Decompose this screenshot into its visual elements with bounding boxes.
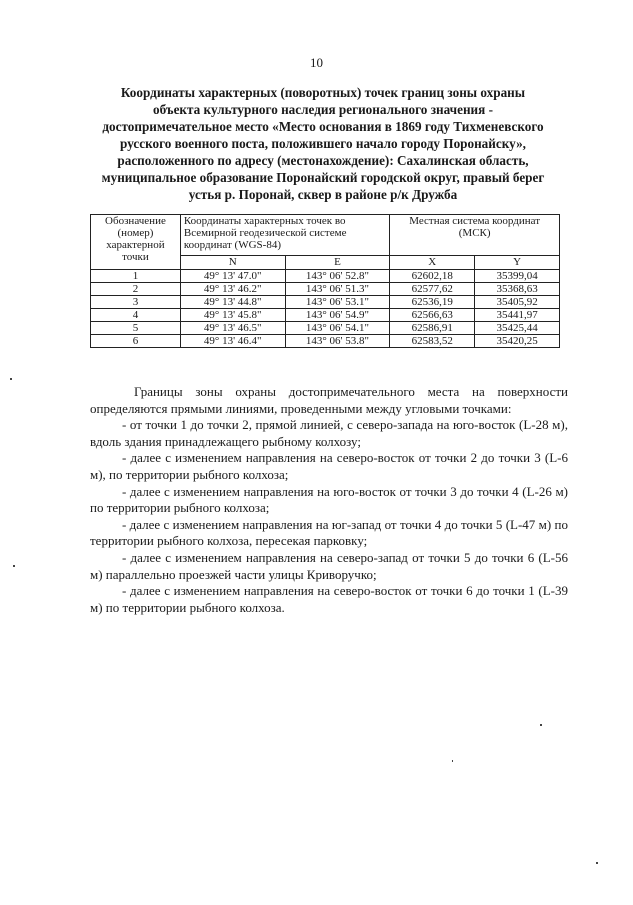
scan-speck — [10, 378, 12, 380]
page-number: 10 — [310, 55, 323, 70]
scan-speck — [596, 862, 598, 864]
subheader-n: N — [180, 255, 285, 269]
cell-point: 3 — [91, 296, 181, 309]
document-title — [96, 84, 550, 203]
boundary-item: - далее с изменением направления на юго-восток от точки 3 до точки 4 (L-26 м) по территории рыбного колхоза; — [90, 483, 568, 516]
coordinates-table — [90, 214, 560, 348]
cell-x: 62577,62 — [390, 283, 475, 296]
cell-point: 5 — [91, 322, 181, 335]
cell-e: 143° 06' 53.1" — [285, 296, 390, 309]
cell-n: 49° 13' 45.8" — [180, 309, 285, 322]
cell-y: 35368,63 — [475, 283, 560, 296]
cell-y: 35425,44 — [475, 322, 560, 335]
table-row — [91, 309, 560, 322]
boundary-description — [90, 384, 568, 616]
boundary-item: - далее с изменением направления на юг-запад от точки 4 до точки 5 (L-47 м) по территории рыбного колхоза, пересекая парковку; — [90, 516, 568, 549]
table-row — [91, 322, 560, 335]
boundary-item: - далее с изменением направления на северо-запад от точки 5 до точки 6 (L-56 м) параллельно проезжей части улицы Криворучко; — [90, 549, 568, 582]
table-row — [91, 335, 560, 348]
cell-y: 35405,92 — [475, 296, 560, 309]
cell-point: 6 — [91, 335, 181, 348]
header-msk: Местная система координат (МСК) — [390, 215, 560, 256]
cell-x: 62586,91 — [390, 322, 475, 335]
cell-x: 62566,63 — [390, 309, 475, 322]
scan-speck — [13, 565, 15, 567]
intro-paragraph: Границы зоны охраны достопримечательного места на поверхности определяются прямыми линиями, проведенными между угловыми точками: — [90, 384, 568, 416]
table-row — [91, 270, 560, 283]
header-wgs: Координаты характерных точек во Всемирной геодезической системе координат (WGS-84) — [180, 215, 389, 256]
boundary-item: - далее с изменением направления на северо-восток от точки 6 до точки 1 (L-39 м) по территории рыбного колхоза. — [90, 583, 568, 615]
title-line: устья р. Поронай, сквер в районе р/к Дружба — [188, 187, 458, 202]
cell-n: 49° 13' 47.0" — [180, 270, 285, 283]
subheader-y: Y — [475, 255, 560, 269]
cell-point: 4 — [91, 309, 181, 322]
cell-e: 143° 06' 54.9" — [285, 309, 390, 322]
cell-n: 49° 13' 46.5" — [180, 322, 285, 335]
cell-e: 143° 06' 52.8" — [285, 270, 390, 283]
title-line: русского военного поста, положившего начало городу Поронайску», — [120, 136, 526, 151]
title-line: объекта культурного наследия регионального значения - — [153, 102, 493, 117]
title-line: муниципальное образование Поронайский городской округ, правый берег — [101, 170, 545, 185]
boundary-item: - далее с изменением направления на северо-восток от точки 2 до точки 3 (L-6 м), по территории рыбного колхоза; — [90, 450, 568, 482]
subheader-e: E — [285, 255, 390, 269]
cell-x: 62583,52 — [390, 335, 475, 348]
title-line: расположенного по адресу (местонахождение): Сахалинская область, — [117, 153, 529, 168]
title-line: достопримечательное место «Место основания в 1869 году Тихменевского — [102, 119, 544, 134]
cell-n: 49° 13' 44.8" — [180, 296, 285, 309]
cell-x: 62602,18 — [390, 270, 475, 283]
cell-y: 35399,04 — [475, 270, 560, 283]
cell-x: 62536,19 — [390, 296, 475, 309]
scan-speck — [452, 760, 453, 762]
cell-e: 143° 06' 53.8" — [285, 335, 390, 348]
cell-point: 2 — [91, 283, 181, 296]
cell-y: 35420,25 — [475, 335, 560, 348]
table-row — [91, 296, 560, 309]
subheader-x: X — [390, 255, 475, 269]
cell-y: 35441,97 — [475, 309, 560, 322]
table-row — [91, 283, 560, 296]
scan-speck — [540, 724, 542, 726]
title-line: Координаты характерных (поворотных) точек границ зоны охраны — [120, 85, 526, 100]
cell-point: 1 — [91, 270, 181, 283]
header-point: Обозначение (номер) характерной точки — [91, 215, 181, 270]
boundary-item: - от точки 1 до точки 2, прямой линией, с северо-запада на юго-восток (L-28 м), вдоль здания принадлежащего рыбному колхозу; — [90, 417, 568, 449]
cell-e: 143° 06' 51.3" — [285, 283, 390, 296]
cell-e: 143° 06' 54.1" — [285, 322, 390, 335]
cell-n: 49° 13' 46.4" — [180, 335, 285, 348]
cell-n: 49° 13' 46.2" — [180, 283, 285, 296]
